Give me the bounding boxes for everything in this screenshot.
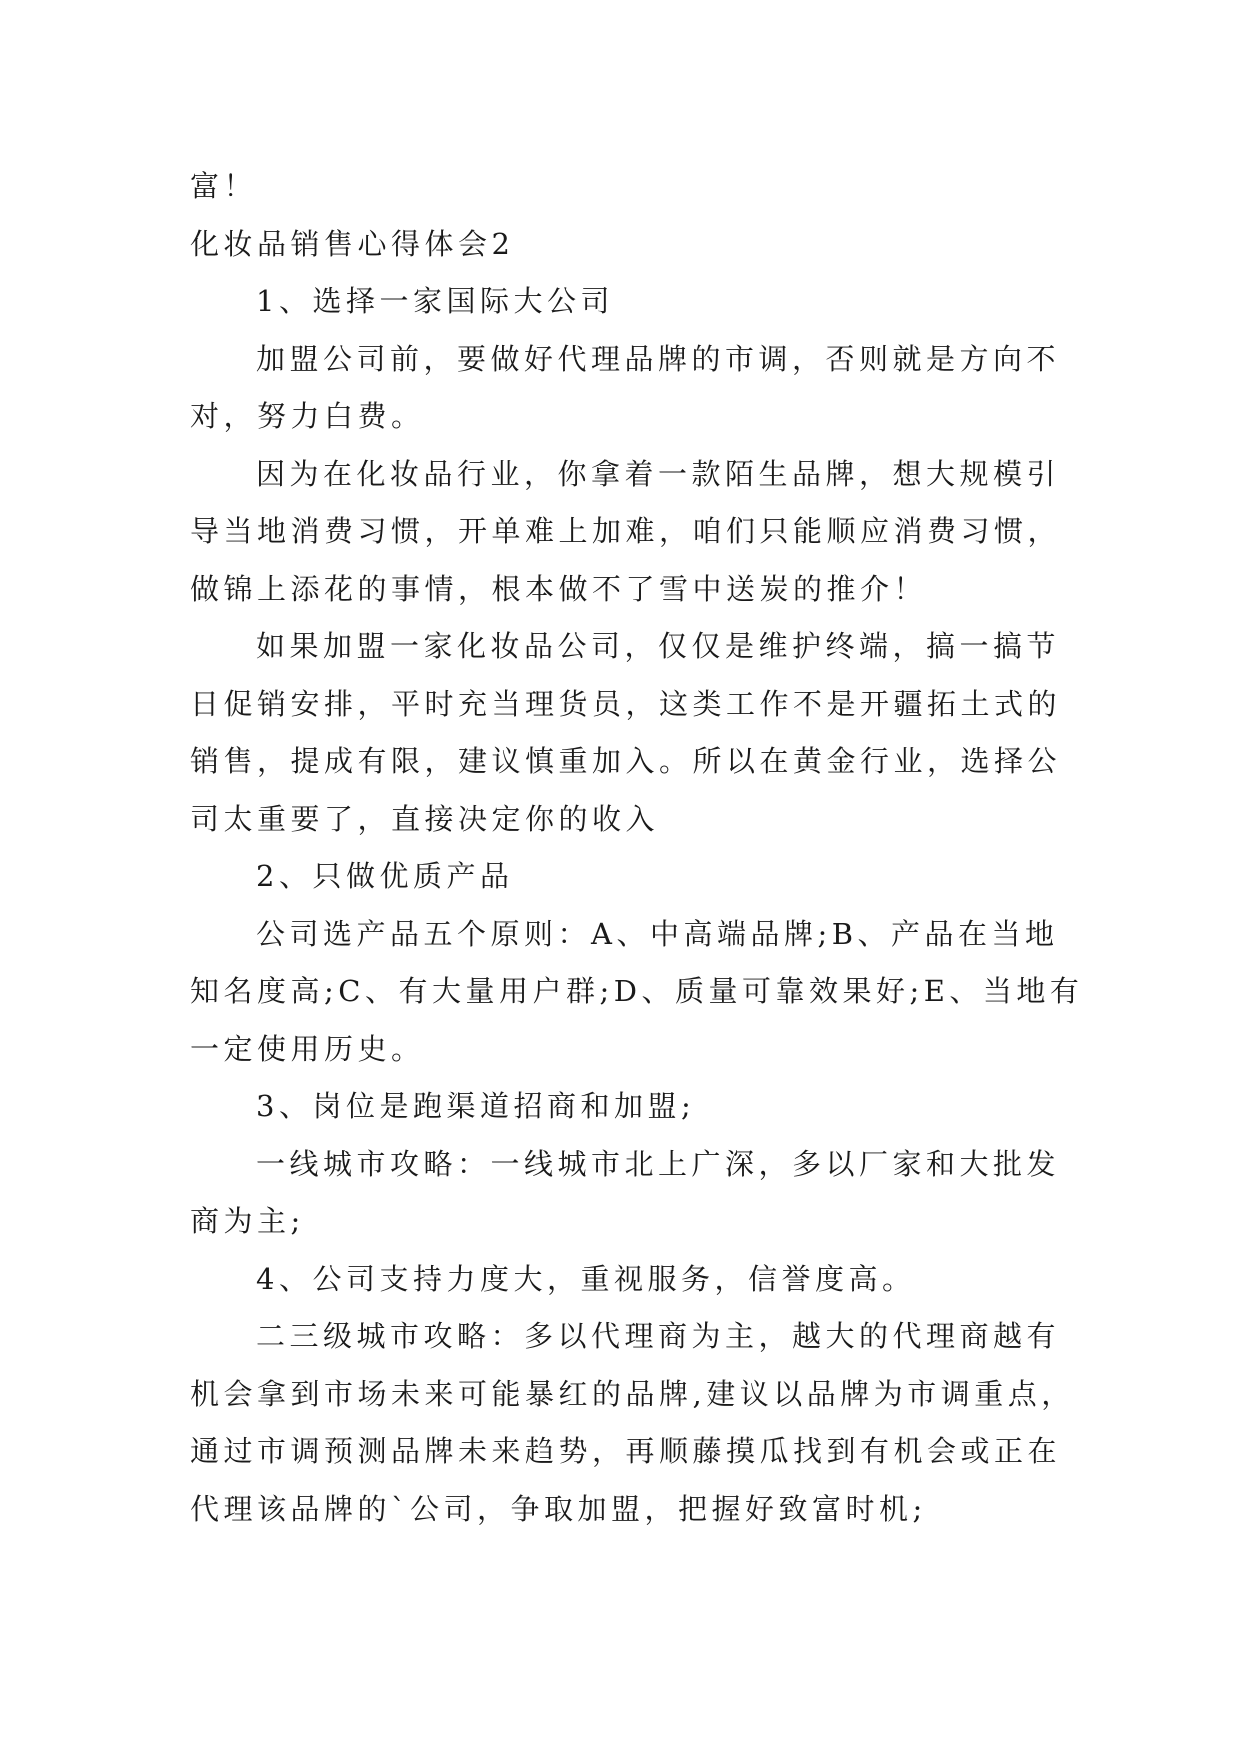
text-line: 二三级城市攻略：多以代理商为主，越大的代理商越有 [256,1319,1061,1353]
text-line: 机会拿到市场未来可能暴红的品牌,建议以品牌为市调重点， [190,1376,1075,1411]
text-line: 知名度高;C、有大量用户群;D、质量可靠效果好;E、当地有 [190,974,1084,1008]
text-line: 公司选产品五个原则：A、中高端品牌;B、产品在当地 [256,916,1059,951]
text-line: 因为在化妆品行业，你拿着一款陌生品牌，想大规模引 [256,456,1061,491]
document-body [190,158,1084,1538]
text-line: 富！ [190,169,258,203]
text-line: 司太重要了，直接决定你的收入 [190,801,660,836]
text-line: 日促销安排，平时充当理货员，这类工作不是开疆拓土式的 [190,686,1062,721]
list-heading: 4、公司支持力度大，重视服务，信誉度高。 [256,1261,916,1296]
list-heading: 1、选择一家国际大公司 [256,284,614,318]
text-line: 通过市调预测品牌未来趋势，再顺藤摸瓜找到有机会或正在 [190,1434,1062,1468]
text-line: 销售，提成有限，建议慎重加入。所以在黄金行业，选择公 [190,744,1062,778]
text-line: 代理该品牌的`公司，争取加盟，把握好致富时机; [190,1491,927,1526]
text-line: 如果加盟一家化妆品公司，仅仅是维护终端，搞一搞节 [256,629,1061,663]
list-heading: 2、只做优质产品 [256,859,514,893]
text-line: 一定使用历史。 [190,1031,425,1066]
text-line: 一线城市攻略：一线城市北上广深，多以厂家和大批发 [256,1146,1061,1181]
text-line: 做锦上添花的事情，根本做不了雪中送炭的推介！ [190,571,928,606]
text-line: 导当地消费习惯，开单难上加难，咱们只能顺应消费习惯， [190,514,1062,548]
list-heading: 3、岗位是跑渠道招商和加盟; [256,1089,696,1123]
text-line: 加盟公司前，要做好代理品牌的市调，否则就是方向不 [256,341,1061,376]
text-line: 对，努力白费。 [190,399,425,433]
section-heading: 化妆品销售心得体会2 [190,226,515,261]
text-line: 商为主; [190,1204,305,1238]
